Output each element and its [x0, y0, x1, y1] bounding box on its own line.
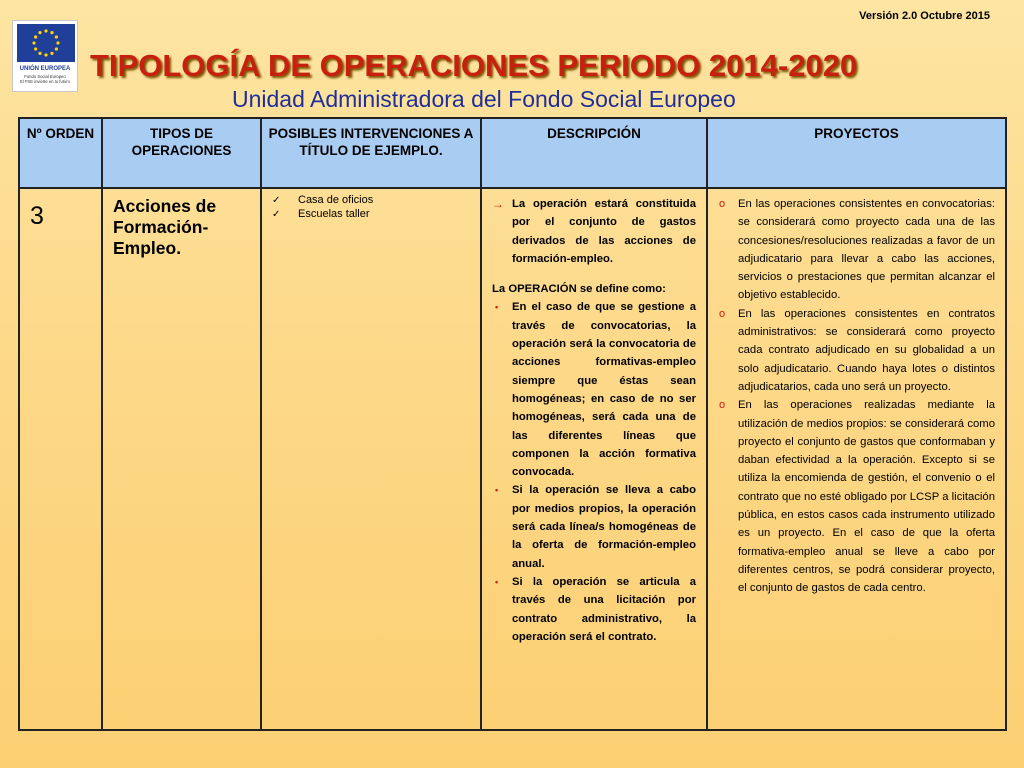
- col-header-posibles: POSIBLES INTERVENCIONES A TÍTULO DE EJEMPLO.: [261, 118, 481, 188]
- bullet-icon: •: [495, 576, 499, 587]
- checkmark-icon: ✓: [272, 195, 281, 206]
- bullet-icon: •: [495, 485, 499, 496]
- col-header-tipos: TIPOS DE OPERACIONES: [102, 118, 261, 188]
- desc-bullet-text: En el caso de que se gestione a través de convocatorias, la operación será la convocatoria de acciones formativas-empleo siempre que éstas sean homogéneas; en caso de no ser homogéneas, será cada una de las diferentes líneas que componen la acción formativa convocada.: [512, 301, 696, 479]
- desc-definition: La OPERACIÓN se define como:: [492, 283, 666, 296]
- logo-subtitle: [13, 74, 77, 84]
- logo-line-3: El FSE invierte en tu futuro: [19, 79, 71, 84]
- star-icon: [50, 31, 53, 34]
- desc-bullet-text: Si la operación se articula a través de una licitación por contrato administrativo, la operación será el contrato.: [512, 575, 696, 643]
- col-header-descripcion: DESCRIPCIÓN: [481, 118, 707, 188]
- star-icon: [55, 47, 58, 50]
- posible-label: Casa de oficios: [298, 194, 374, 206]
- col-header-proyectos: PROYECTOS: [707, 118, 1006, 188]
- cell-tipo: Acciones de Formación-Empleo.: [102, 188, 261, 730]
- star-icon: [32, 41, 35, 44]
- proyecto-text: En las operaciones consistentes en convocatorias: se considerará como proyecto cada una de las concesiones/resoluciones realizadas a favor de un adjudicatario para llevar a cabo las acciones, servicios o prestaciones que permitan alcanzar el objetivo establecido.: [738, 198, 995, 302]
- page-subtitle: Unidad Administradora del Fondo Social Europeo: [232, 86, 736, 112]
- cell-descripcion: [481, 188, 707, 730]
- star-icon: [34, 47, 37, 50]
- list-item: [272, 194, 476, 208]
- star-icon: [44, 29, 47, 32]
- list-item: [492, 481, 696, 572]
- star-icon: [55, 35, 58, 38]
- arrow-right-icon: →: [492, 197, 504, 211]
- eu-logo: [12, 20, 78, 92]
- version-label: Versión 2.0 Octubre 2015: [859, 10, 990, 22]
- operations-table: [18, 117, 1007, 731]
- cell-proyectos: [707, 188, 1006, 730]
- star-icon: [56, 41, 59, 44]
- list-item: [272, 208, 476, 222]
- proyecto-text: En las operaciones consistentes en contratos administrativos: se considerará como proyecto cada contrato adjudicado en su globalidad a un solo adjudicatario. Cuando haya lotes o distintos adjudicatarios, cada uno será un proyecto.: [738, 307, 995, 393]
- eu-flag-icon: [17, 24, 75, 62]
- circle-bullet-icon: o: [719, 198, 726, 210]
- desc-bullet-text: Si la operación se lleva a cabo por medios propios, la operación será cada línea/s homogéneas de la oferta de formación-empleo anual.: [512, 484, 696, 570]
- col-header-num: Nº ORDEN: [19, 118, 102, 188]
- checkmark-icon: ✓: [272, 208, 281, 220]
- circle-bullet-icon: o: [719, 307, 726, 320]
- logo-title: UNIÓN EUROPEA: [19, 66, 71, 72]
- proyecto-text: En las operaciones realizadas mediante la utilización de medios propios: se considerará como proyecto el conjunto de gastos que conformaban y daban efectividad a la operación. Excepto si se utiliza la encomienda de gestión, el convenio o el contrato que no esté obligado por LCSP a licitación pública, en estos casos cada instrumento utilizado es un proyecto. En el caso de que la oferta formativa-empleo anual se lleve a cabo por diferentes centros, se podrá considerar proyecto, el conjunto de gastos de cada centro.: [738, 399, 995, 595]
- list-item: [492, 298, 696, 481]
- list-item: [718, 396, 995, 597]
- cell-num: 3: [19, 188, 102, 730]
- list-item: [718, 305, 995, 396]
- posible-label: Escuelas taller: [298, 207, 370, 220]
- list-item: [718, 195, 995, 305]
- table-header-row: [19, 118, 1006, 188]
- table-row: [19, 188, 1006, 730]
- list-item: [492, 573, 696, 646]
- desc-intro: [492, 195, 696, 268]
- desc-intro-text: La operación estará constituida por el conjunto de gastos derivados de las acciones de formación-empleo.: [512, 198, 696, 265]
- star-icon: [44, 53, 47, 56]
- cell-posibles: [261, 188, 481, 730]
- star-icon: [38, 52, 41, 55]
- star-icon: [34, 35, 37, 38]
- star-icon: [50, 52, 53, 55]
- logo-line-2: Fondo Social Europeo: [24, 74, 66, 79]
- circle-bullet-icon: o: [719, 399, 726, 412]
- bullet-icon: •: [495, 302, 499, 313]
- page-title: TIPOLOGÍA DE OPERACIONES PERIODO 2014-2020: [90, 48, 858, 83]
- star-icon: [38, 31, 41, 34]
